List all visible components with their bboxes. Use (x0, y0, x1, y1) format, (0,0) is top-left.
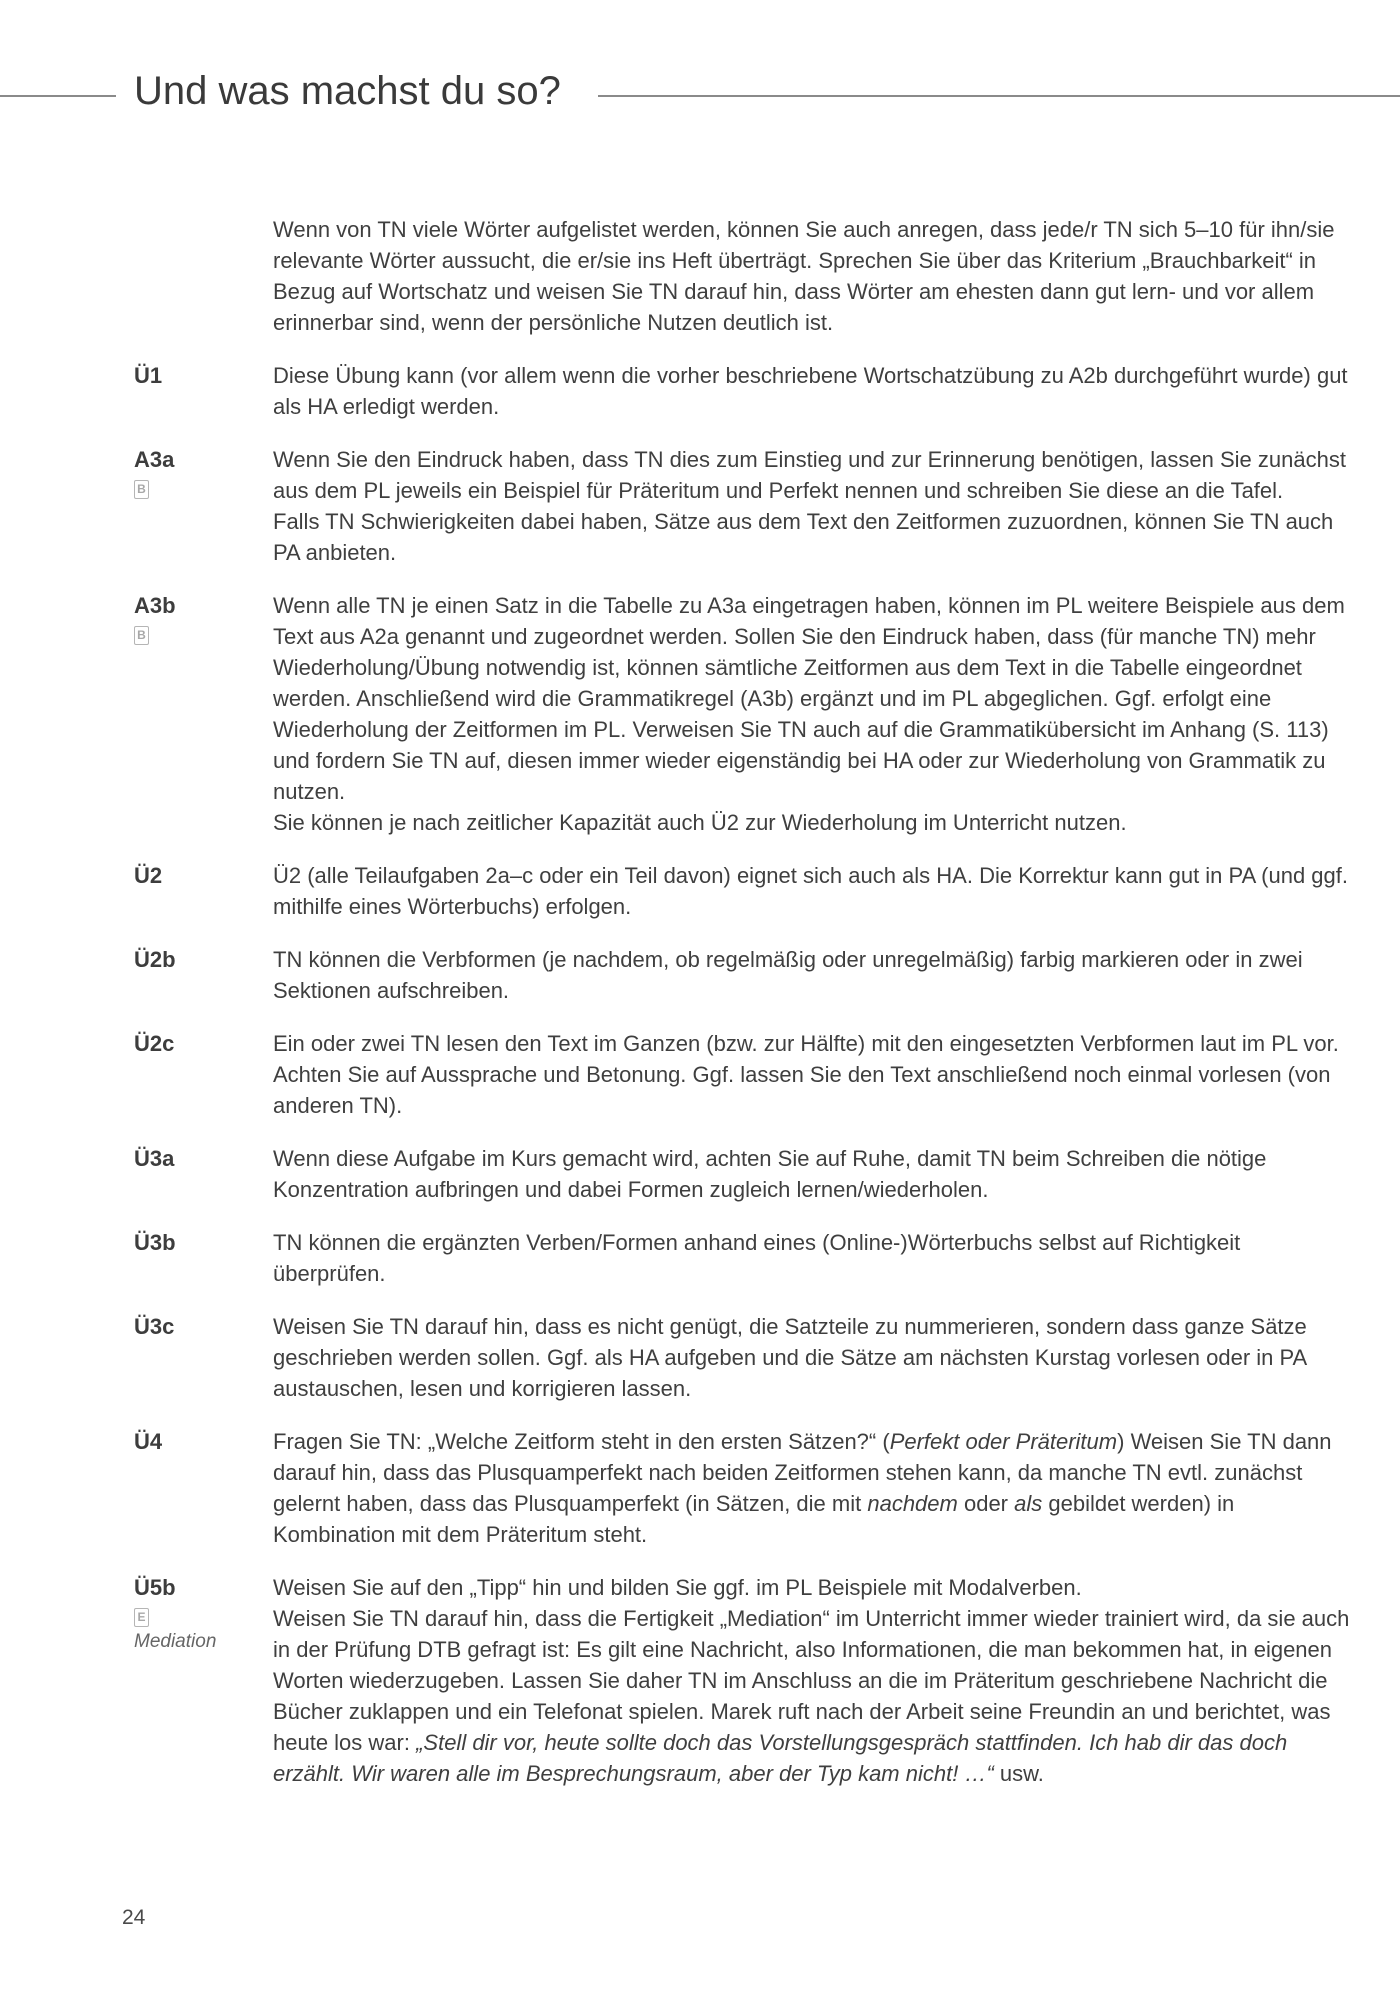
entry-label-column (134, 944, 273, 1006)
entry-row (134, 1311, 1356, 1404)
entry-paragraph: Weisen Sie auf den „Tipp“ hin und bilden Sie ggf. im PL Beispiele mit Modalverben. (273, 1575, 1082, 1600)
entry-body (273, 1227, 1356, 1289)
entry-label-column (134, 360, 273, 422)
entry-paragraph: Wenn von TN viele Wörter aufgelistet werden, können Sie auch anregen, dass jede/r TN sich 5–10 für ihn/sie relevante Wörter aussucht, die er/sie ins Heft überträgt. Sprechen Sie über das Kriterium „Brauchbarkeit“ in Bezug auf Wortschatz und weisen Sie TN darauf hin, dass Wörter am ehesten dann gut lern- und vor allem erinnerbar sind, wenn der persönliche Nutzen deutlich ist. (273, 217, 1335, 335)
entry-label: Ü2b (134, 947, 176, 972)
text-segment: ) Weisen Sie TN dann darauf hin, dass das Plusquamperfekt nach beiden Zeitformen stehen kann, da manche TN evtl. zunächst gelernt haben, dass das Plusquamperfekt (in Sätzen, die mit (273, 1429, 1332, 1516)
entry-label-column (134, 1028, 273, 1121)
header-rule-right (598, 95, 1400, 97)
entry-body (273, 1572, 1356, 1789)
entry-row (134, 860, 1356, 922)
entry-paragraph (273, 1603, 1356, 1789)
entry-label: Ü3c (134, 1314, 175, 1339)
entry-body (273, 860, 1356, 922)
entry-paragraph: Weisen Sie TN darauf hin, dass es nicht genügt, die Satzteile zu nummerieren, sondern dass ganze Sätze geschrieben werden sollen. Ggf. als HA aufgeben und die Sätze am nächsten Kurstag vorlesen oder in PA austauschen, lesen und korrigieren lassen. (273, 1314, 1307, 1401)
entry-label: Ü4 (134, 1429, 163, 1454)
entry-paragraph: Sie können je nach zeitlicher Kapazität auch Ü2 zur Wiederholung im Unterricht nutzen. (273, 810, 1127, 835)
entry-subtag: Mediation (134, 1631, 217, 1652)
entry-row (134, 444, 1356, 568)
entry-label-column (134, 1143, 273, 1205)
entry-row (134, 360, 1356, 422)
entry-body (273, 214, 1356, 338)
entry-paragraph: Falls TN Schwierigkeiten dabei haben, Sätze aus dem Text den Zeitformen zuzuordnen, können Sie TN auch PA anbieten. (273, 509, 1334, 565)
entry-label: Ü3a (134, 1146, 175, 1171)
entry-row (134, 590, 1356, 838)
entry-label-column (134, 590, 273, 838)
emphasis-text: als (1014, 1491, 1043, 1516)
dialogue-quote: „Stell dir vor, heute sollte doch das Vorstellungsgespräch stattfinden. Ich hab dir das doch erzählt. Wir waren alle im Besprechungsraum, aber der Typ kam nicht! …“ (273, 1730, 1288, 1786)
e-badge-icon: E (134, 1608, 149, 1627)
entry-label: A3a (134, 447, 175, 472)
entry-label-column (134, 1227, 273, 1289)
entry-body (273, 590, 1356, 838)
entry-body (273, 1143, 1356, 1205)
entry-label: Ü1 (134, 363, 163, 388)
entry-row (134, 1227, 1356, 1289)
entry-u5b (134, 1572, 1356, 1789)
text-segment: Weisen Sie TN darauf hin, dass die Fertigkeit „Mediation“ im Unterricht immer wieder trainiert wird, da sie auch in der Prüfung DTB gefragt ist: Es gilt eine Nachricht, also Informationen, die man bekommen hat, in eigenen Worten wiederzugeben. Lassen Sie daher TN im Anschluss an die im Präteritum geschriebene Nachricht die Bücher zuklappen und ein Telefonat spielen. Marek ruft nach der Arbeit seine Freundin an und berichtet, was heute los war: (273, 1606, 1350, 1755)
emphasis-text: Perfekt oder Präteritum (889, 1429, 1118, 1454)
page-header (0, 60, 1400, 140)
entry-row (134, 1143, 1356, 1205)
entry-body (273, 360, 1356, 422)
entry-body (273, 444, 1356, 568)
entry-body (273, 944, 1356, 1006)
teacher-notes (134, 214, 1356, 1811)
entry-paragraph: Ü2 (alle Teilaufgaben 2a–c oder ein Teil davon) eignet sich auch als HA. Die Korrektur kann gut in PA (und ggf. mithilfe eines Wörterbuchs) erfolgen. (273, 863, 1348, 919)
entry-paragraph (273, 1426, 1356, 1550)
text-segment: Fragen Sie TN: „Welche Zeitform steht in den ersten Sätzen?“ ( (273, 1429, 890, 1454)
entry-u4 (134, 1426, 1356, 1550)
text-segment: gebildet werden) in Kombination mit dem Präteritum steht. (273, 1491, 1235, 1547)
b-badge-icon: B (134, 480, 149, 499)
text-segment: usw. (993, 1761, 1044, 1786)
entry-row (134, 944, 1356, 1006)
header-rule-left (0, 95, 116, 97)
entry-paragraph: Diese Übung kann (vor allem wenn die vorher beschriebene Wortschatzübung zu A2b durchgeführt wurde) gut als HA erledigt werden. (273, 363, 1348, 419)
entry-paragraph: Wenn diese Aufgabe im Kurs gemacht wird, achten Sie auf Ruhe, damit TN beim Schreiben die nötige Konzentration aufbringen und dabei Formen zugleich lernen/wiederholen. (273, 1146, 1267, 1202)
entry-label-column (134, 1572, 273, 1789)
entry-paragraph: Wenn Sie den Eindruck haben, dass TN dies zum Einstieg und zur Erinnerung benötigen, lassen Sie zunächst aus dem PL jeweils ein Beispiel für Präteritum und Perfekt nennen und schreiben Sie diese an die Tafel. (273, 447, 1346, 503)
entry-label-column (134, 860, 273, 922)
entry-label: A3b (134, 593, 176, 618)
entry-label-column (134, 214, 273, 338)
b-badge-icon: B (134, 626, 149, 645)
entry-label-column (134, 444, 273, 568)
entry-label: Ü2 (134, 863, 163, 888)
entry-paragraph: TN können die Verbformen (je nachdem, ob regelmäßig oder unregelmäßig) farbig markieren oder in zwei Sektionen aufschreiben. (273, 947, 1303, 1003)
entries-list (134, 360, 1356, 1404)
entry-body (273, 1028, 1356, 1121)
entry-body (273, 1311, 1356, 1404)
page-title: Und was machst du so? (134, 69, 561, 113)
text-segment: oder (957, 1491, 1015, 1516)
entry-paragraph: Ein oder zwei TN lesen den Text im Ganzen (bzw. zur Hälfte) mit den eingesetzten Verbformen laut im PL vor. Achten Sie auf Aussprache und Betonung. Ggf. lassen Sie den Text anschließend noch einmal vorlesen (von anderen TN). (273, 1031, 1339, 1118)
entry-body (273, 1426, 1356, 1550)
entry-label: Ü2c (134, 1031, 175, 1056)
entry-paragraph: TN können die ergänzten Verben/Formen anhand eines (Online-)Wörterbuchs selbst auf Richtigkeit überprüfen. (273, 1230, 1241, 1286)
entry-label-column (134, 1311, 273, 1404)
entry-label: Ü5b (134, 1575, 176, 1600)
entry-row (134, 1028, 1356, 1121)
entry-intro (134, 214, 1356, 338)
page-number: 24 (122, 1906, 146, 1929)
emphasis-text: nachdem (867, 1491, 958, 1516)
entry-label-column (134, 1426, 273, 1550)
entry-label: Ü3b (134, 1230, 176, 1255)
entry-paragraph: Wenn alle TN je einen Satz in die Tabelle zu A3a eingetragen haben, können im PL weitere Beispiele aus dem Text aus A2a genannt und zugeordnet werden. Sollen Sie den Eindruck haben, dass (für manche TN) mehr Wiederholung/Übung notwendig ist, können sämtliche Zeitformen aus dem Text in die Tabelle eingeordnet werden. Anschließend wird die Grammatikregel (A3b) ergänzt und im PL abgeglichen. Ggf. erfolgt eine Wiederholung der Zeitformen im PL. Verweisen Sie TN auch auf die Grammatikübersicht im Anhang (S. 113) und fordern Sie TN auf, diesen immer wieder eigenständig bei HA oder zur Wiederholung von Grammatik zu nutzen. (273, 593, 1345, 804)
